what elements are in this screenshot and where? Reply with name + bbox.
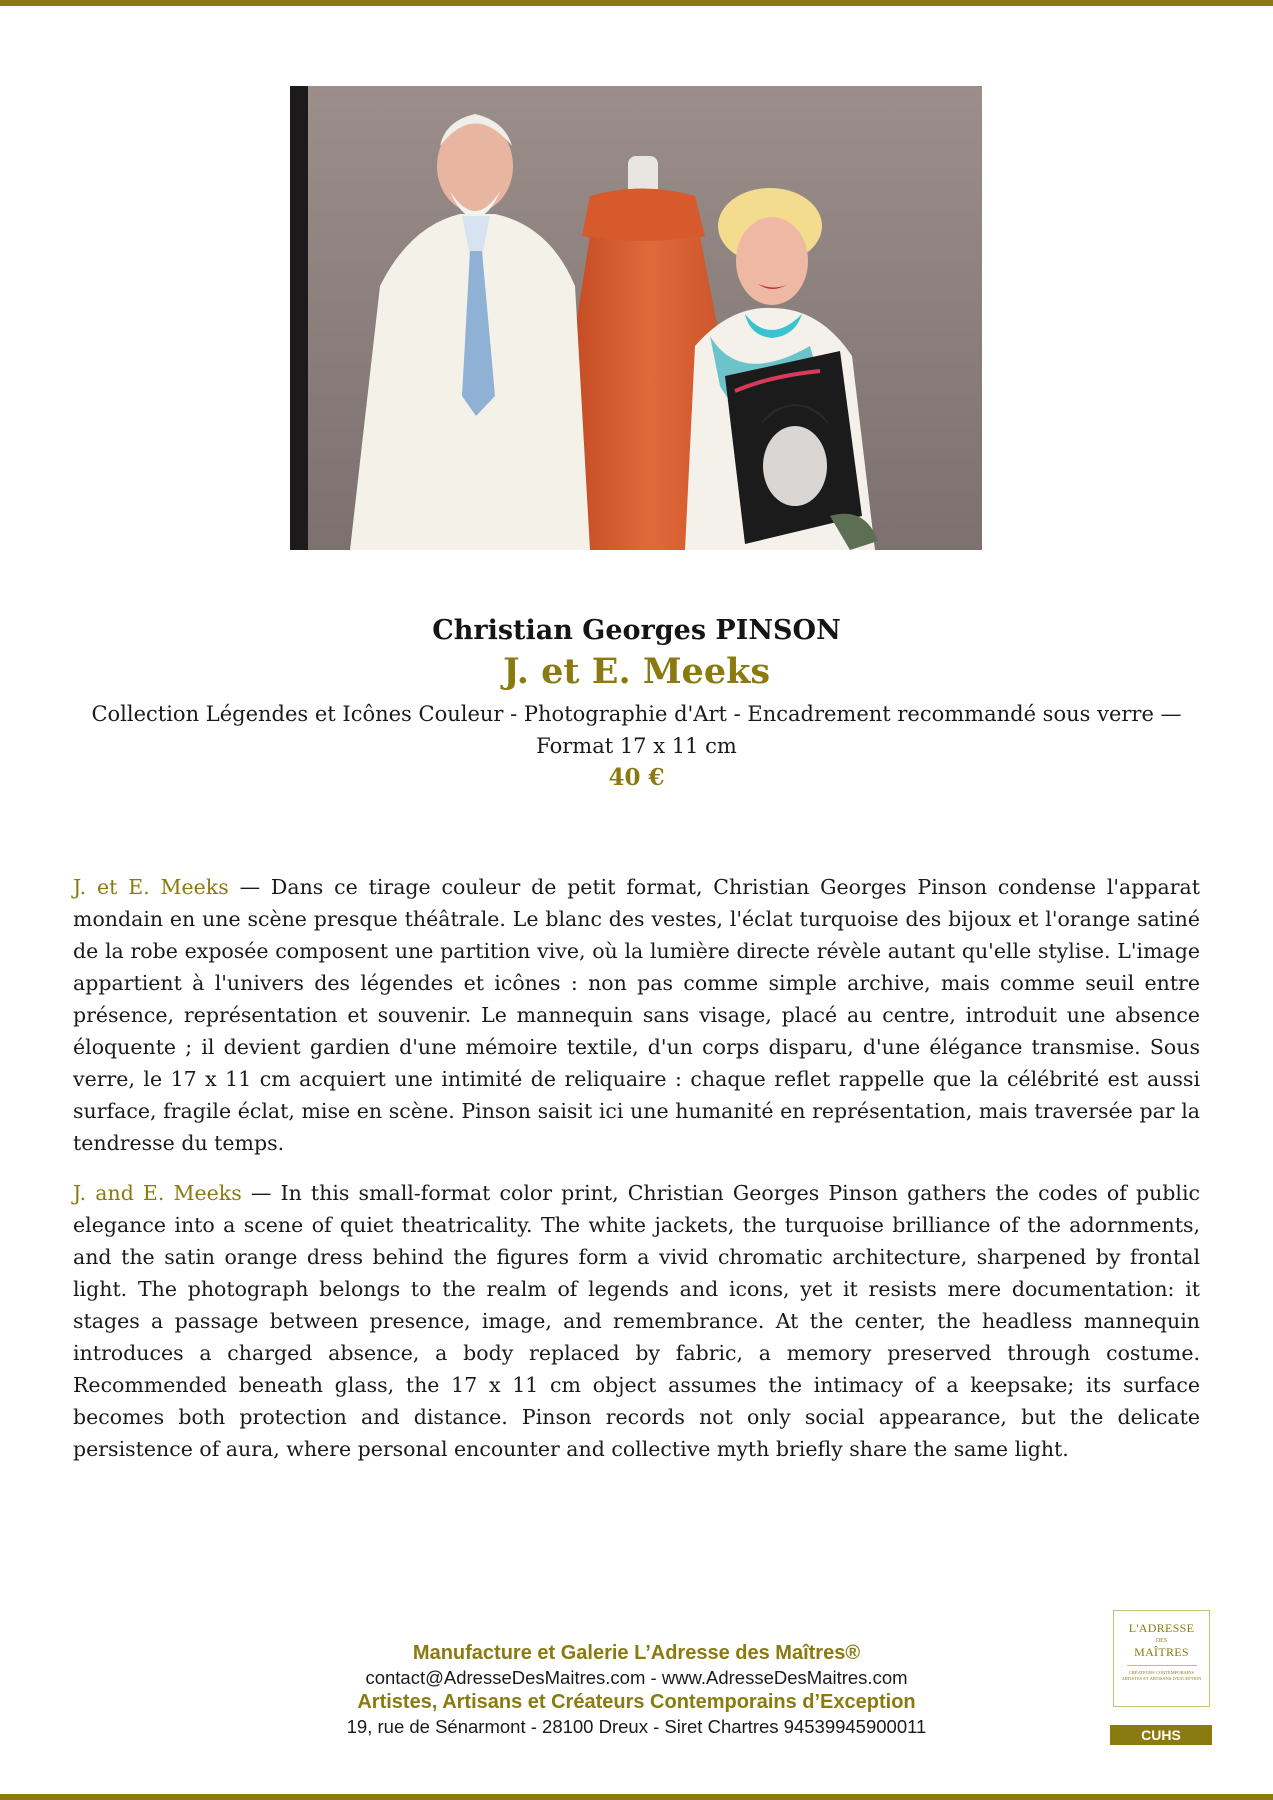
logo-line-2: DES — [1155, 1638, 1168, 1644]
logo-badge: CUHS — [1110, 1725, 1212, 1745]
footer-address: 19, rue de Sénarmont - 28100 Dreux - Siret Chartres 94539945900011 — [346, 1716, 927, 1737]
description-en — [73, 1177, 1200, 1465]
description-en-body: — In this small-format color print, Christian Georges Pinson gathers the codes of public elegance into a scene of quiet theatricality. The white jackets, the turquoise brilliance of the adornments, and the satin orange dress behind the figures form a vivid chromatic architecture, sharpened by frontal light. The photograph belongs to the realm of legends and icons, yet it resists mere documentation: it stages a passage between presence, image, and remembrance. At the center, the headless mannequin introduces a charged absence, a body replaced by fabric, a memory preserved through costume. Recommended beneath glass, the 17 x 11 cm object assumes the intimacy of a keepsake; its surface becomes both protection and distance. Pinson records not only social appearance, but the delicate persistence of aura, where personal encounter and collective myth briefly share the same light. — [73, 1181, 1201, 1461]
footer-contact: contact@AdresseDesMaitres.com - www.AdresseDesMaitres.com — [365, 1667, 908, 1688]
top-rule — [0, 0, 1273, 6]
bottom-rule — [0, 1794, 1273, 1800]
photo-illustration — [290, 86, 982, 550]
description-fr — [73, 871, 1200, 1159]
artwork-photo — [290, 86, 982, 550]
footer-tagline: Artistes, Artisans et Créateurs Contemporains d’Exception — [357, 1691, 916, 1713]
description-fr-body: — Dans ce tirage couleur de petit format, Christian Georges Pinson condense l'apparat mondain en une scène presque théâtrale. Le blanc des vestes, l'éclat turquoise des bijoux et l'orange satiné de la robe exposée composent une partition vive, où la lumière directe révèle autant qu'elle stylise. L'image appartient à l'univers des légendes et icônes : non pas comme simple archive, mais comme seuil entre présence, représentation et souvenir. Le mannequin sans visage, placé au centre, introduit une absence éloquente ; il devient gardien d'une mémoire textile, d'un corps disparu, d'une élégance transmise. Sous verre, le 17 x 11 cm acquiert une intimité de reliquaire : chaque reflet rappelle que la célébrité est aussi surface, fragile éclat, mise en scène. Pinson saisit ici une humanité en représentation, mais traversée par la tendresse du temps. — [73, 875, 1200, 1155]
artwork-header — [73, 612, 1200, 794]
artwork-title: J. et E. Meeks — [502, 651, 771, 692]
footer — [220, 1641, 1053, 1739]
description-en-lead: J. and E. Meeks — [73, 1181, 242, 1205]
logo-line-3: MAÎTRES — [1134, 1645, 1189, 1659]
gallery-logo — [1113, 1610, 1210, 1707]
artwork-description — [73, 871, 1200, 1483]
artwork-meta: Collection Légendes et Icônes Couleur - Photographie d'Art - Encadrement recommandé sous verre — Format 17 x 11 cm — [91, 702, 1182, 758]
description-fr-lead: J. et E. Meeks — [73, 875, 229, 899]
logo-line-4: CRÉATEURS CONTEMPORAINS ARTISTES ET ARTISANS D'EXCEPTION — [1121, 1670, 1202, 1681]
artwork-price: 40 € — [608, 764, 665, 791]
artist-name: Christian Georges PINSON — [432, 615, 841, 646]
logo-line-1: L'ADRESSE — [1128, 1621, 1195, 1635]
logo-divider — [1127, 1665, 1197, 1666]
footer-company: Manufacture et Galerie L’Adresse des Maîtres® — [412, 1642, 861, 1664]
